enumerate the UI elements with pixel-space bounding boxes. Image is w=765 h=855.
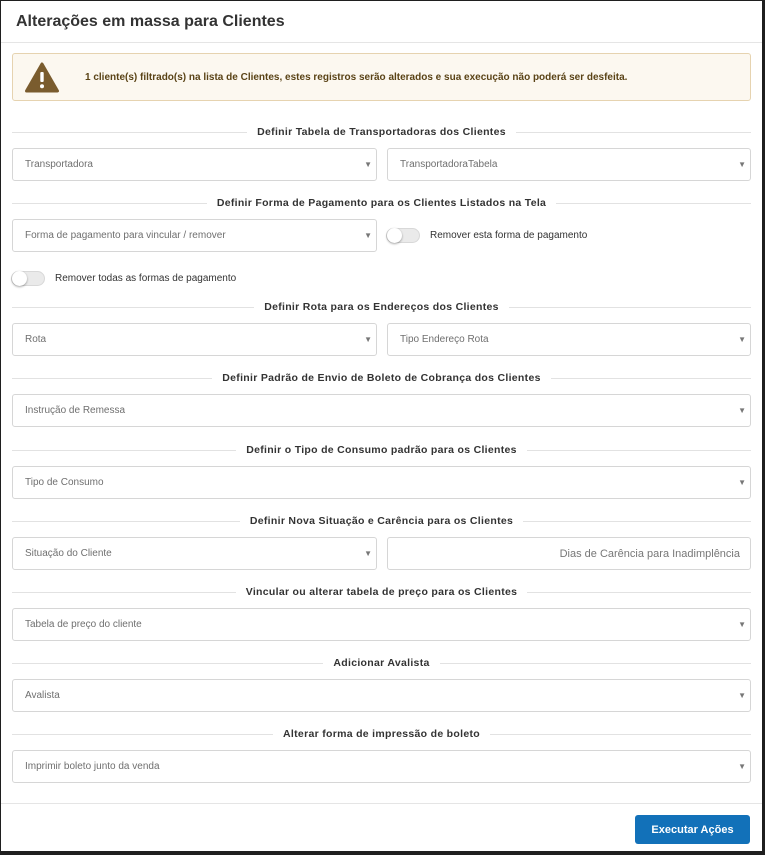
avalista-select[interactable]: Avalista ▼	[12, 679, 751, 712]
modal-title: Alterações em massa para Clientes	[16, 12, 285, 30]
tabela-preco-select[interactable]: Tabela de preço do cliente ▼	[12, 608, 751, 641]
chevron-down-icon: ▼	[364, 335, 372, 344]
chevron-down-icon: ▼	[738, 691, 746, 700]
chevron-down-icon: ▼	[738, 160, 746, 169]
chevron-down-icon: ▼	[738, 620, 746, 629]
section-preco-title: Vincular ou alterar tabela de preço para os Clientes	[12, 584, 751, 600]
instrucao-remessa-select[interactable]: Instrução de Remessa ▼	[12, 394, 751, 427]
impressao-boleto-select[interactable]: Imprimir boleto junto da venda ▼	[12, 750, 751, 783]
section-boleto-title: Definir Padrão de Envio de Boleto de Cobrança dos Clientes	[12, 370, 751, 386]
chevron-down-icon: ▼	[738, 335, 746, 344]
section-transportadora-title: Definir Tabela de Transportadoras dos Clientes	[12, 124, 751, 140]
section-situacao-title: Definir Nova Situação e Carência para os Clientes	[12, 513, 751, 529]
tipo-consumo-select[interactable]: Tipo de Consumo ▼	[12, 466, 751, 499]
chevron-down-icon: ▼	[738, 406, 746, 415]
section-rota-title: Definir Rota para os Endereços dos Clientes	[12, 299, 751, 315]
transportadora-tabela-select[interactable]: TransportadoraTabela ▼	[387, 148, 751, 181]
situacao-cliente-select[interactable]: Situação do Cliente ▼	[12, 537, 377, 570]
section-avalista-title: Adicionar Avalista	[12, 655, 751, 671]
modal-header	[1, 1, 762, 43]
remover-todas-toggle[interactable]	[11, 271, 45, 286]
tipo-endereco-rota-select[interactable]: Tipo Endereço Rota ▼	[387, 323, 751, 356]
forma-pagamento-select[interactable]: Forma de pagamento para vincular / remover ▼	[12, 219, 377, 252]
executar-acoes-button[interactable]: Executar Ações	[635, 815, 750, 844]
dias-carencia-input[interactable]: Dias de Carência para Inadimplência	[387, 537, 751, 570]
transportadora-select[interactable]: Transportadora ▼	[12, 148, 377, 181]
remover-esta-label: Remover esta forma de pagamento	[430, 230, 588, 241]
section-pagamento-title: Definir Forma de Pagamento para os Clientes Listados na Tela	[12, 195, 751, 211]
remover-esta-toggle[interactable]	[386, 228, 420, 243]
rota-select[interactable]: Rota ▼	[12, 323, 377, 356]
chevron-down-icon: ▼	[738, 478, 746, 487]
bulk-edit-modal	[1, 1, 762, 851]
remover-todas-label: Remover todas as formas de pagamento	[55, 273, 237, 284]
modal-footer	[1, 803, 762, 851]
section-consumo-title: Definir o Tipo de Consumo padrão para os Clientes	[12, 442, 751, 458]
chevron-down-icon: ▼	[738, 762, 746, 771]
chevron-down-icon: ▼	[364, 231, 372, 240]
warning-icon	[25, 60, 59, 94]
chevron-down-icon: ▼	[364, 549, 372, 558]
chevron-down-icon: ▼	[364, 160, 372, 169]
section-impressao-title: Alterar forma de impressão de boleto	[12, 726, 751, 742]
alert-message: 1 cliente(s) filtrado(s) na lista de Clientes, estes registros serão alterados e sua execução não poderá ser desfeita.	[85, 71, 628, 83]
warning-alert	[12, 53, 751, 101]
